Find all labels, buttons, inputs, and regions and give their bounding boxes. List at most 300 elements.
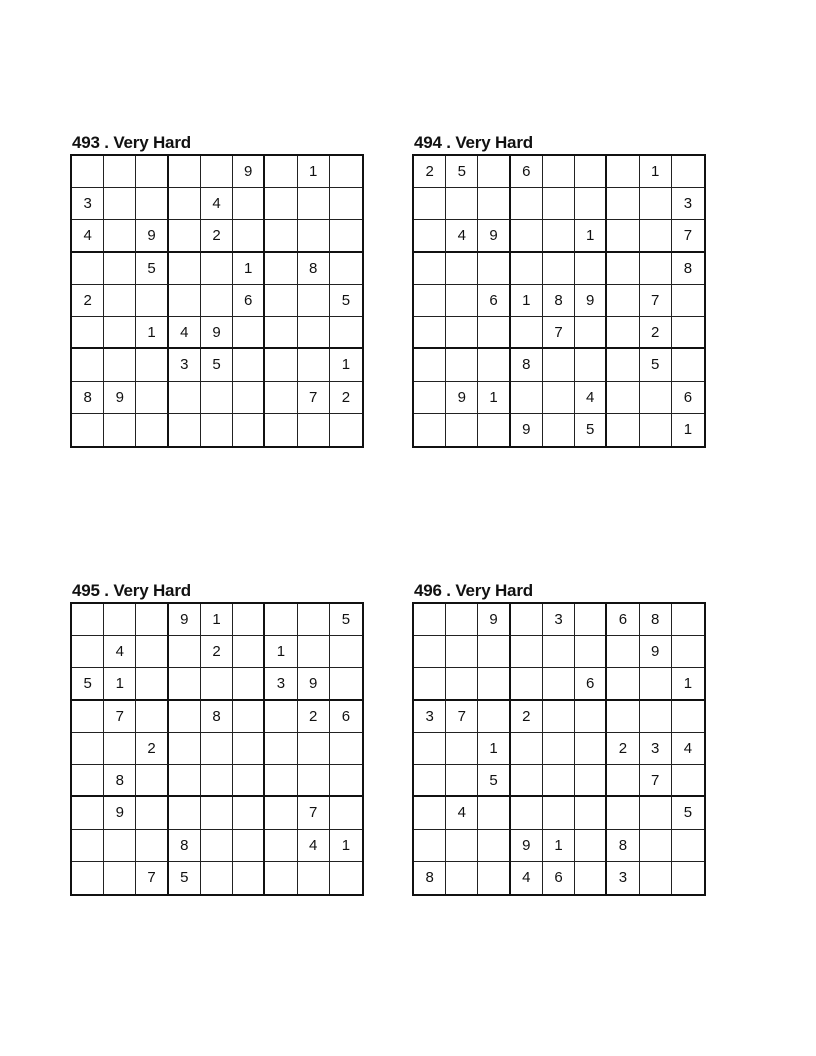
sudoku-cell[interactable] <box>72 253 104 285</box>
sudoku-cell[interactable] <box>104 830 136 862</box>
sudoku-cell[interactable] <box>414 253 446 285</box>
sudoku-cell[interactable]: 9 <box>446 382 478 414</box>
sudoku-cell[interactable]: 5 <box>672 797 704 829</box>
sudoku-cell[interactable] <box>511 253 543 285</box>
sudoku-cell[interactable] <box>233 862 265 894</box>
sudoku-cell[interactable] <box>265 414 297 446</box>
sudoku-cell[interactable] <box>330 414 362 446</box>
sudoku-cell[interactable]: 6 <box>478 285 510 317</box>
sudoku-cell[interactable] <box>72 862 104 894</box>
sudoku-cell[interactable] <box>575 636 607 668</box>
sudoku-cell[interactable] <box>330 188 362 220</box>
sudoku-cell[interactable] <box>136 414 168 446</box>
sudoku-cell[interactable] <box>414 797 446 829</box>
sudoku-cell[interactable]: 5 <box>201 349 233 381</box>
sudoku-cell[interactable]: 2 <box>640 317 672 349</box>
sudoku-cell[interactable] <box>672 636 704 668</box>
sudoku-cell[interactable] <box>446 765 478 797</box>
sudoku-cell[interactable] <box>575 253 607 285</box>
sudoku-cell[interactable] <box>575 765 607 797</box>
sudoku-cell[interactable] <box>72 156 104 188</box>
sudoku-cell[interactable] <box>543 382 575 414</box>
sudoku-cell[interactable]: 9 <box>511 414 543 446</box>
sudoku-cell[interactable] <box>298 414 330 446</box>
sudoku-cell[interactable] <box>330 797 362 829</box>
sudoku-cell[interactable] <box>511 733 543 765</box>
sudoku-cell[interactable] <box>169 220 201 252</box>
sudoku-cell[interactable]: 1 <box>104 668 136 700</box>
sudoku-cell[interactable] <box>233 188 265 220</box>
sudoku-cell[interactable]: 1 <box>640 156 672 188</box>
sudoku-cell[interactable] <box>414 285 446 317</box>
sudoku-cell[interactable] <box>330 862 362 894</box>
sudoku-cell[interactable] <box>543 797 575 829</box>
sudoku-cell[interactable] <box>169 733 201 765</box>
sudoku-cell[interactable] <box>640 797 672 829</box>
sudoku-cell[interactable]: 1 <box>330 830 362 862</box>
sudoku-cell[interactable]: 8 <box>414 862 446 894</box>
sudoku-cell[interactable]: 1 <box>298 156 330 188</box>
sudoku-cell[interactable] <box>543 701 575 733</box>
sudoku-cell[interactable]: 1 <box>201 604 233 636</box>
sudoku-cell[interactable] <box>414 188 446 220</box>
sudoku-cell[interactable] <box>672 701 704 733</box>
sudoku-cell[interactable] <box>265 604 297 636</box>
sudoku-cell[interactable] <box>265 285 297 317</box>
sudoku-cell[interactable] <box>136 188 168 220</box>
sudoku-cell[interactable] <box>543 156 575 188</box>
sudoku-cell[interactable]: 6 <box>233 285 265 317</box>
sudoku-cell[interactable] <box>672 317 704 349</box>
sudoku-cell[interactable]: 2 <box>201 636 233 668</box>
sudoku-cell[interactable] <box>672 349 704 381</box>
sudoku-cell[interactable] <box>72 604 104 636</box>
sudoku-cell[interactable] <box>72 765 104 797</box>
sudoku-cell[interactable] <box>104 317 136 349</box>
sudoku-cell[interactable] <box>607 701 639 733</box>
sudoku-cell[interactable] <box>169 765 201 797</box>
sudoku-cell[interactable] <box>169 188 201 220</box>
sudoku-cell[interactable] <box>233 414 265 446</box>
sudoku-cell[interactable] <box>640 414 672 446</box>
sudoku-cell[interactable] <box>672 156 704 188</box>
sudoku-cell[interactable] <box>265 253 297 285</box>
sudoku-cell[interactable]: 1 <box>330 349 362 381</box>
sudoku-cell[interactable]: 9 <box>104 797 136 829</box>
sudoku-cell[interactable] <box>298 765 330 797</box>
sudoku-cell[interactable] <box>104 414 136 446</box>
sudoku-cell[interactable]: 8 <box>72 382 104 414</box>
sudoku-cell[interactable] <box>478 414 510 446</box>
sudoku-cell[interactable]: 6 <box>330 701 362 733</box>
sudoku-cell[interactable] <box>72 349 104 381</box>
sudoku-cell[interactable] <box>575 317 607 349</box>
sudoku-cell[interactable] <box>265 830 297 862</box>
sudoku-cell[interactable] <box>478 701 510 733</box>
sudoku-cell[interactable] <box>607 156 639 188</box>
sudoku-cell[interactable] <box>414 604 446 636</box>
sudoku-cell[interactable] <box>330 765 362 797</box>
sudoku-cell[interactable]: 8 <box>169 830 201 862</box>
sudoku-cell[interactable]: 7 <box>640 765 672 797</box>
sudoku-cell[interactable] <box>478 862 510 894</box>
sudoku-cell[interactable]: 9 <box>478 604 510 636</box>
sudoku-cell[interactable]: 7 <box>136 862 168 894</box>
sudoku-cell[interactable]: 4 <box>575 382 607 414</box>
sudoku-cell[interactable] <box>169 636 201 668</box>
sudoku-cell[interactable] <box>414 220 446 252</box>
sudoku-cell[interactable]: 3 <box>543 604 575 636</box>
sudoku-cell[interactable] <box>575 156 607 188</box>
sudoku-cell[interactable] <box>72 317 104 349</box>
sudoku-cell[interactable] <box>233 701 265 733</box>
sudoku-cell[interactable] <box>298 349 330 381</box>
sudoku-cell[interactable]: 7 <box>446 701 478 733</box>
sudoku-cell[interactable] <box>478 253 510 285</box>
sudoku-cell[interactable]: 7 <box>672 220 704 252</box>
sudoku-cell[interactable] <box>136 830 168 862</box>
sudoku-cell[interactable] <box>298 285 330 317</box>
sudoku-cell[interactable] <box>233 733 265 765</box>
sudoku-cell[interactable] <box>330 636 362 668</box>
sudoku-cell[interactable]: 8 <box>640 604 672 636</box>
sudoku-cell[interactable]: 2 <box>607 733 639 765</box>
sudoku-cell[interactable] <box>72 733 104 765</box>
sudoku-cell[interactable] <box>607 285 639 317</box>
sudoku-cell[interactable] <box>607 317 639 349</box>
sudoku-cell[interactable]: 4 <box>511 862 543 894</box>
sudoku-cell[interactable] <box>330 253 362 285</box>
sudoku-cell[interactable]: 9 <box>478 220 510 252</box>
sudoku-cell[interactable] <box>575 862 607 894</box>
sudoku-cell[interactable] <box>104 604 136 636</box>
sudoku-cell[interactable] <box>201 253 233 285</box>
sudoku-cell[interactable]: 4 <box>672 733 704 765</box>
sudoku-cell[interactable] <box>265 862 297 894</box>
sudoku-cell[interactable] <box>543 733 575 765</box>
sudoku-cell[interactable]: 6 <box>575 668 607 700</box>
sudoku-cell[interactable] <box>233 668 265 700</box>
sudoku-cell[interactable]: 1 <box>672 668 704 700</box>
sudoku-cell[interactable] <box>446 830 478 862</box>
sudoku-cell[interactable] <box>169 668 201 700</box>
sudoku-cell[interactable] <box>575 733 607 765</box>
sudoku-cell[interactable] <box>511 668 543 700</box>
sudoku-cell[interactable] <box>414 765 446 797</box>
sudoku-cell[interactable]: 8 <box>672 253 704 285</box>
sudoku-cell[interactable] <box>478 830 510 862</box>
sudoku-cell[interactable]: 1 <box>233 253 265 285</box>
sudoku-cell[interactable] <box>265 156 297 188</box>
sudoku-cell[interactable] <box>414 733 446 765</box>
sudoku-cell[interactable] <box>233 797 265 829</box>
sudoku-cell[interactable]: 1 <box>265 636 297 668</box>
sudoku-cell[interactable]: 1 <box>543 830 575 862</box>
sudoku-cell[interactable] <box>265 733 297 765</box>
sudoku-cell[interactable] <box>607 765 639 797</box>
sudoku-cell[interactable]: 5 <box>575 414 607 446</box>
sudoku-cell[interactable]: 2 <box>511 701 543 733</box>
sudoku-cell[interactable] <box>169 382 201 414</box>
sudoku-cell[interactable] <box>543 414 575 446</box>
sudoku-cell[interactable] <box>265 188 297 220</box>
sudoku-cell[interactable] <box>543 220 575 252</box>
sudoku-cell[interactable] <box>265 765 297 797</box>
sudoku-cell[interactable] <box>169 701 201 733</box>
sudoku-cell[interactable]: 7 <box>298 797 330 829</box>
sudoku-cell[interactable] <box>575 188 607 220</box>
sudoku-cell[interactable] <box>104 156 136 188</box>
sudoku-cell[interactable] <box>511 382 543 414</box>
sudoku-cell[interactable] <box>640 188 672 220</box>
sudoku-cell[interactable] <box>414 830 446 862</box>
sudoku-cell[interactable] <box>511 604 543 636</box>
sudoku-cell[interactable]: 7 <box>640 285 672 317</box>
sudoku-cell[interactable]: 3 <box>672 188 704 220</box>
sudoku-cell[interactable] <box>201 862 233 894</box>
sudoku-cell[interactable]: 3 <box>265 668 297 700</box>
sudoku-cell[interactable] <box>575 604 607 636</box>
sudoku-cell[interactable] <box>72 414 104 446</box>
sudoku-cell[interactable]: 4 <box>201 188 233 220</box>
sudoku-cell[interactable] <box>201 830 233 862</box>
sudoku-cell[interactable] <box>640 862 672 894</box>
sudoku-cell[interactable]: 9 <box>104 382 136 414</box>
sudoku-cell[interactable]: 7 <box>298 382 330 414</box>
sudoku-cell[interactable] <box>169 414 201 446</box>
sudoku-cell[interactable]: 4 <box>104 636 136 668</box>
sudoku-cell[interactable]: 5 <box>640 349 672 381</box>
sudoku-cell[interactable] <box>446 317 478 349</box>
sudoku-cell[interactable] <box>136 765 168 797</box>
sudoku-cell[interactable] <box>104 285 136 317</box>
sudoku-cell[interactable] <box>640 382 672 414</box>
sudoku-cell[interactable] <box>330 733 362 765</box>
sudoku-cell[interactable] <box>446 414 478 446</box>
sudoku-cell[interactable]: 4 <box>298 830 330 862</box>
sudoku-cell[interactable]: 3 <box>72 188 104 220</box>
sudoku-cell[interactable]: 9 <box>640 636 672 668</box>
sudoku-cell[interactable] <box>640 830 672 862</box>
sudoku-cell[interactable]: 1 <box>683 421 693 439</box>
sudoku-cell[interactable] <box>672 604 704 636</box>
sudoku-cell[interactable] <box>265 220 297 252</box>
sudoku-cell[interactable]: 1 <box>478 382 510 414</box>
sudoku-cell[interactable]: 6 <box>543 862 575 894</box>
sudoku-cell[interactable]: 2 <box>414 156 446 188</box>
sudoku-cell[interactable] <box>575 830 607 862</box>
sudoku-cell[interactable]: 2 <box>298 701 330 733</box>
sudoku-cell[interactable] <box>201 382 233 414</box>
sudoku-cell[interactable] <box>511 636 543 668</box>
sudoku-cell[interactable] <box>104 349 136 381</box>
sudoku-cell[interactable] <box>104 188 136 220</box>
sudoku-cell[interactable]: 8 <box>104 765 136 797</box>
sudoku-cell[interactable] <box>575 701 607 733</box>
sudoku-cell[interactable]: 6 <box>607 604 639 636</box>
sudoku-cell[interactable] <box>640 668 672 700</box>
sudoku-cell[interactable] <box>640 253 672 285</box>
sudoku-cell[interactable] <box>607 349 639 381</box>
sudoku-cell[interactable]: 9 <box>233 156 265 188</box>
sudoku-cell[interactable] <box>672 830 704 862</box>
sudoku-cell[interactable] <box>511 765 543 797</box>
sudoku-cell[interactable] <box>136 285 168 317</box>
sudoku-cell[interactable] <box>298 604 330 636</box>
sudoku-cell[interactable] <box>607 220 639 252</box>
sudoku-cell[interactable]: 4 <box>72 220 104 252</box>
sudoku-cell[interactable] <box>330 317 362 349</box>
sudoku-cell[interactable]: 1 <box>575 220 607 252</box>
sudoku-cell[interactable] <box>446 604 478 636</box>
sudoku-cell[interactable] <box>136 382 168 414</box>
sudoku-cell[interactable]: 1 <box>511 285 543 317</box>
sudoku-cell[interactable] <box>298 862 330 894</box>
sudoku-cell[interactable]: 5 <box>478 765 510 797</box>
sudoku-cell[interactable]: 5 <box>330 604 362 636</box>
sudoku-cell[interactable]: 4 <box>446 797 478 829</box>
sudoku-cell[interactable] <box>265 382 297 414</box>
sudoku-cell[interactable] <box>265 349 297 381</box>
sudoku-cell[interactable] <box>233 349 265 381</box>
sudoku-cell[interactable] <box>330 668 362 700</box>
sudoku-cell[interactable] <box>543 188 575 220</box>
sudoku-cell[interactable] <box>446 862 478 894</box>
sudoku-cell[interactable] <box>543 765 575 797</box>
sudoku-cell[interactable] <box>478 797 510 829</box>
sudoku-cell[interactable]: 5 <box>446 156 478 188</box>
sudoku-cell[interactable] <box>201 797 233 829</box>
sudoku-cell[interactable] <box>233 604 265 636</box>
sudoku-cell[interactable]: 3 <box>169 349 201 381</box>
sudoku-cell[interactable] <box>136 156 168 188</box>
sudoku-cell[interactable]: 5 <box>330 285 362 317</box>
sudoku-cell[interactable] <box>72 830 104 862</box>
sudoku-cell[interactable] <box>298 220 330 252</box>
sudoku-cell[interactable] <box>330 220 362 252</box>
sudoku-cell[interactable] <box>265 317 297 349</box>
sudoku-cell[interactable] <box>201 156 233 188</box>
sudoku-cell[interactable]: 3 <box>640 733 672 765</box>
sudoku-cell[interactable] <box>201 765 233 797</box>
sudoku-cell[interactable] <box>233 220 265 252</box>
sudoku-cell[interactable] <box>201 668 233 700</box>
sudoku-cell[interactable]: 7 <box>104 701 136 733</box>
sudoku-cell[interactable] <box>640 220 672 252</box>
sudoku-cell[interactable] <box>169 156 201 188</box>
sudoku-cell[interactable] <box>511 188 543 220</box>
sudoku-cell[interactable] <box>672 862 704 894</box>
sudoku-cell[interactable] <box>543 668 575 700</box>
sudoku-cell[interactable]: 8 <box>511 349 543 381</box>
sudoku-cell[interactable] <box>136 797 168 829</box>
sudoku-cell[interactable]: 3 <box>607 862 639 894</box>
sudoku-cell[interactable]: 8 <box>607 830 639 862</box>
sudoku-cell[interactable] <box>478 668 510 700</box>
sudoku-cell[interactable]: 9 <box>136 220 168 252</box>
sudoku-cell[interactable] <box>478 317 510 349</box>
sudoku-cell[interactable]: 9 <box>511 830 543 862</box>
sudoku-cell[interactable] <box>640 701 672 733</box>
sudoku-cell[interactable] <box>607 636 639 668</box>
sudoku-cell[interactable] <box>575 797 607 829</box>
sudoku-cell[interactable] <box>136 701 168 733</box>
sudoku-cell[interactable] <box>478 188 510 220</box>
sudoku-cell[interactable] <box>104 733 136 765</box>
sudoku-cell[interactable] <box>543 349 575 381</box>
sudoku-cell[interactable] <box>414 317 446 349</box>
sudoku-cell[interactable] <box>233 382 265 414</box>
sudoku-cell[interactable]: 4 <box>446 220 478 252</box>
sudoku-cell[interactable] <box>72 701 104 733</box>
sudoku-cell[interactable]: 2 <box>330 382 362 414</box>
sudoku-cell[interactable] <box>104 253 136 285</box>
sudoku-cell[interactable] <box>414 668 446 700</box>
sudoku-cell[interactable] <box>136 604 168 636</box>
sudoku-cell[interactable] <box>543 253 575 285</box>
sudoku-cell[interactable] <box>298 188 330 220</box>
sudoku-cell[interactable]: 7 <box>543 317 575 349</box>
sudoku-cell[interactable] <box>607 188 639 220</box>
sudoku-cell[interactable]: 2 <box>201 220 233 252</box>
sudoku-cell[interactable] <box>72 797 104 829</box>
sudoku-cell[interactable] <box>136 636 168 668</box>
sudoku-cell[interactable] <box>169 253 201 285</box>
sudoku-cell[interactable] <box>446 349 478 381</box>
sudoku-cell[interactable]: 1 <box>136 317 168 349</box>
sudoku-cell[interactable]: 2 <box>136 733 168 765</box>
sudoku-cell[interactable] <box>478 349 510 381</box>
sudoku-cell[interactable] <box>298 733 330 765</box>
sudoku-cell[interactable] <box>414 414 446 446</box>
sudoku-cell[interactable] <box>330 156 362 188</box>
sudoku-cell[interactable] <box>672 285 704 317</box>
sudoku-cell[interactable]: 9 <box>575 285 607 317</box>
sudoku-cell[interactable] <box>414 349 446 381</box>
sudoku-cell[interactable] <box>543 636 575 668</box>
sudoku-cell[interactable]: 8 <box>298 253 330 285</box>
sudoku-cell[interactable]: 8 <box>201 701 233 733</box>
sudoku-cell[interactable] <box>511 220 543 252</box>
sudoku-cell[interactable] <box>104 220 136 252</box>
sudoku-cell[interactable] <box>233 317 265 349</box>
sudoku-cell[interactable] <box>201 733 233 765</box>
sudoku-cell[interactable] <box>478 636 510 668</box>
sudoku-cell[interactable] <box>446 253 478 285</box>
sudoku-cell[interactable] <box>136 668 168 700</box>
sudoku-cell[interactable] <box>104 862 136 894</box>
sudoku-cell[interactable] <box>414 382 446 414</box>
sudoku-cell[interactable] <box>511 317 543 349</box>
sudoku-cell[interactable] <box>446 188 478 220</box>
sudoku-cell[interactable]: 5 <box>72 668 104 700</box>
sudoku-cell[interactable] <box>607 797 639 829</box>
sudoku-cell[interactable] <box>607 414 639 446</box>
sudoku-cell[interactable] <box>233 830 265 862</box>
sudoku-cell[interactable]: 6 <box>511 156 543 188</box>
sudoku-cell[interactable]: 9 <box>298 668 330 700</box>
sudoku-cell[interactable] <box>201 414 233 446</box>
sudoku-cell[interactable] <box>446 733 478 765</box>
sudoku-cell[interactable] <box>511 797 543 829</box>
sudoku-cell[interactable]: 9 <box>201 317 233 349</box>
sudoku-cell[interactable]: 5 <box>136 253 168 285</box>
sudoku-cell[interactable] <box>169 285 201 317</box>
sudoku-cell[interactable] <box>298 636 330 668</box>
sudoku-cell[interactable]: 3 <box>414 701 446 733</box>
sudoku-cell[interactable] <box>575 349 607 381</box>
sudoku-cell[interactable]: 9 <box>169 604 201 636</box>
